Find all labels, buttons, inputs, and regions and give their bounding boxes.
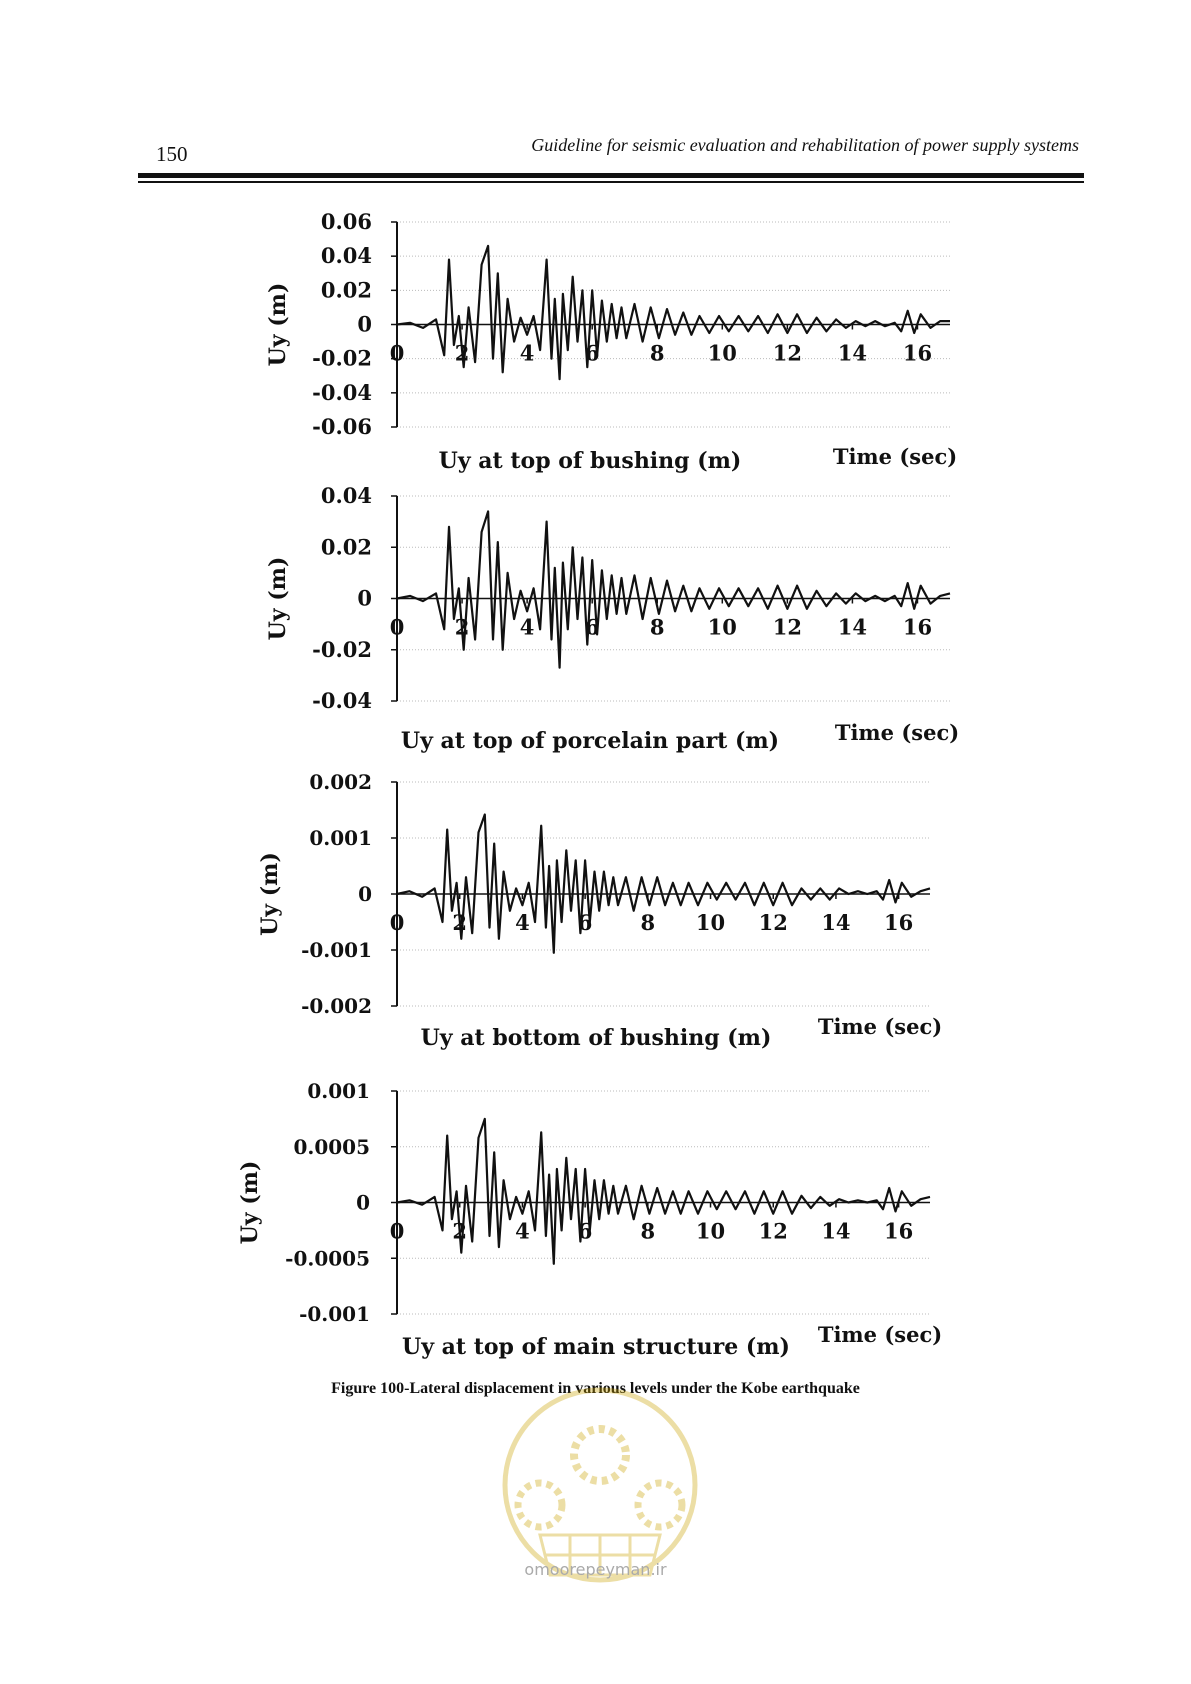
chart-panel-4	[237, 1079, 942, 1360]
y-axis-label: Uy (m)	[265, 556, 291, 641]
y-tick-label: -0.02	[312, 636, 372, 662]
y-tick-label: 0.0005	[293, 1134, 370, 1159]
x-axis-label: Time (sec)	[834, 720, 960, 745]
y-tick-label: 0	[357, 585, 372, 611]
x-tick-label: 16	[884, 910, 914, 935]
x-tick-label: 14	[837, 614, 868, 640]
y-tick-label: 0.04	[320, 483, 372, 508]
chart-title: Uy at top of porcelain part (m)	[400, 728, 780, 754]
y-tick-label: 0.001	[307, 1079, 370, 1103]
x-axis-label: Time (sec)	[817, 1014, 943, 1039]
x-tick-label: 4	[515, 910, 530, 935]
watermark-url: omoorepeyman.ir	[524, 1560, 667, 1579]
series-line	[397, 511, 950, 667]
running-title: Guideline for seismic evaluation and rehabilitation of power supply systems	[531, 135, 1079, 155]
x-tick-label: 14	[837, 340, 868, 366]
y-tick-label: -0.02	[312, 345, 372, 371]
x-tick-label: 8	[640, 910, 656, 935]
y-axis-label: Uy (m)	[257, 852, 283, 936]
x-tick-label: 6	[584, 614, 600, 640]
y-tick-label: 0	[356, 1190, 370, 1215]
y-tick-label: 0.02	[320, 534, 372, 560]
x-tick-label: 2	[454, 614, 470, 640]
y-tick-label: -0.04	[312, 688, 372, 713]
x-tick-label: 4	[515, 1218, 530, 1244]
x-tick-label: 0	[389, 614, 405, 640]
x-axis-label: Time (sec)	[817, 1322, 943, 1347]
y-tick-label: -0.001	[301, 938, 372, 962]
watermark-logo	[490, 1385, 710, 1645]
chart-title: Uy at top of bushing (m)	[438, 448, 742, 474]
y-tick-label: 0.002	[309, 770, 372, 794]
x-tick-label: 10	[707, 340, 737, 366]
x-tick-label: 4	[519, 340, 535, 366]
x-tick-label: 6	[584, 340, 600, 366]
x-tick-label: 16	[902, 614, 933, 640]
y-tick-label: 0.04	[320, 243, 372, 269]
y-tick-label: 0.02	[320, 277, 372, 303]
x-tick-label: 16	[902, 340, 933, 366]
page-number: 150	[156, 142, 188, 166]
x-tick-label: 2	[452, 910, 468, 935]
x-tick-label: 12	[772, 614, 802, 640]
x-tick-label: 16	[884, 1218, 914, 1244]
x-axis-label: Time (sec)	[832, 444, 958, 469]
x-tick-label: 8	[649, 340, 665, 366]
chart-panel-2	[265, 483, 959, 754]
x-tick-label: 10	[695, 910, 726, 935]
x-tick-label: 2	[452, 1218, 468, 1244]
x-tick-label: 0	[389, 1218, 405, 1244]
x-tick-label: 10	[695, 1218, 726, 1244]
x-tick-label: 8	[649, 614, 665, 640]
series-line	[397, 246, 950, 379]
chart-panel-1	[265, 209, 957, 474]
y-tick-label: 0	[358, 882, 372, 906]
y-tick-label: -0.04	[312, 379, 372, 405]
x-tick-label: 14	[821, 1218, 851, 1244]
chart-title: Uy at bottom of bushing (m)	[420, 1025, 772, 1051]
x-tick-label: 8	[640, 1218, 656, 1244]
x-tick-label: 10	[707, 614, 737, 640]
x-tick-label: 4	[519, 614, 535, 640]
y-tick-label: -0.06	[312, 414, 372, 439]
x-tick-label: 12	[758, 1218, 788, 1244]
x-tick-label: 6	[577, 910, 593, 935]
y-axis-label: Uy (m)	[265, 282, 291, 367]
y-tick-label: 0.001	[309, 826, 372, 850]
x-tick-label: 2	[454, 340, 470, 366]
chart-panel-3	[257, 770, 942, 1051]
y-tick-label: -0.0005	[285, 1246, 370, 1271]
y-tick-label: 0.06	[320, 209, 372, 234]
x-tick-label: 6	[577, 1218, 593, 1244]
y-axis-label: Uy (m)	[237, 1160, 263, 1245]
y-tick-label: 0	[357, 311, 372, 337]
x-tick-label: 0	[389, 910, 405, 935]
y-tick-label: -0.001	[299, 1302, 370, 1326]
x-tick-label: 12	[758, 910, 788, 935]
figure-caption: Figure 100-Lateral displacement in various levels under the Kobe earthquake	[331, 1380, 860, 1397]
x-tick-label: 14	[821, 910, 851, 935]
chart-title: Uy at top of main structure (m)	[402, 1334, 790, 1360]
x-tick-label: 0	[389, 340, 405, 366]
y-tick-label: -0.002	[301, 994, 372, 1018]
x-tick-label: 12	[772, 340, 802, 366]
